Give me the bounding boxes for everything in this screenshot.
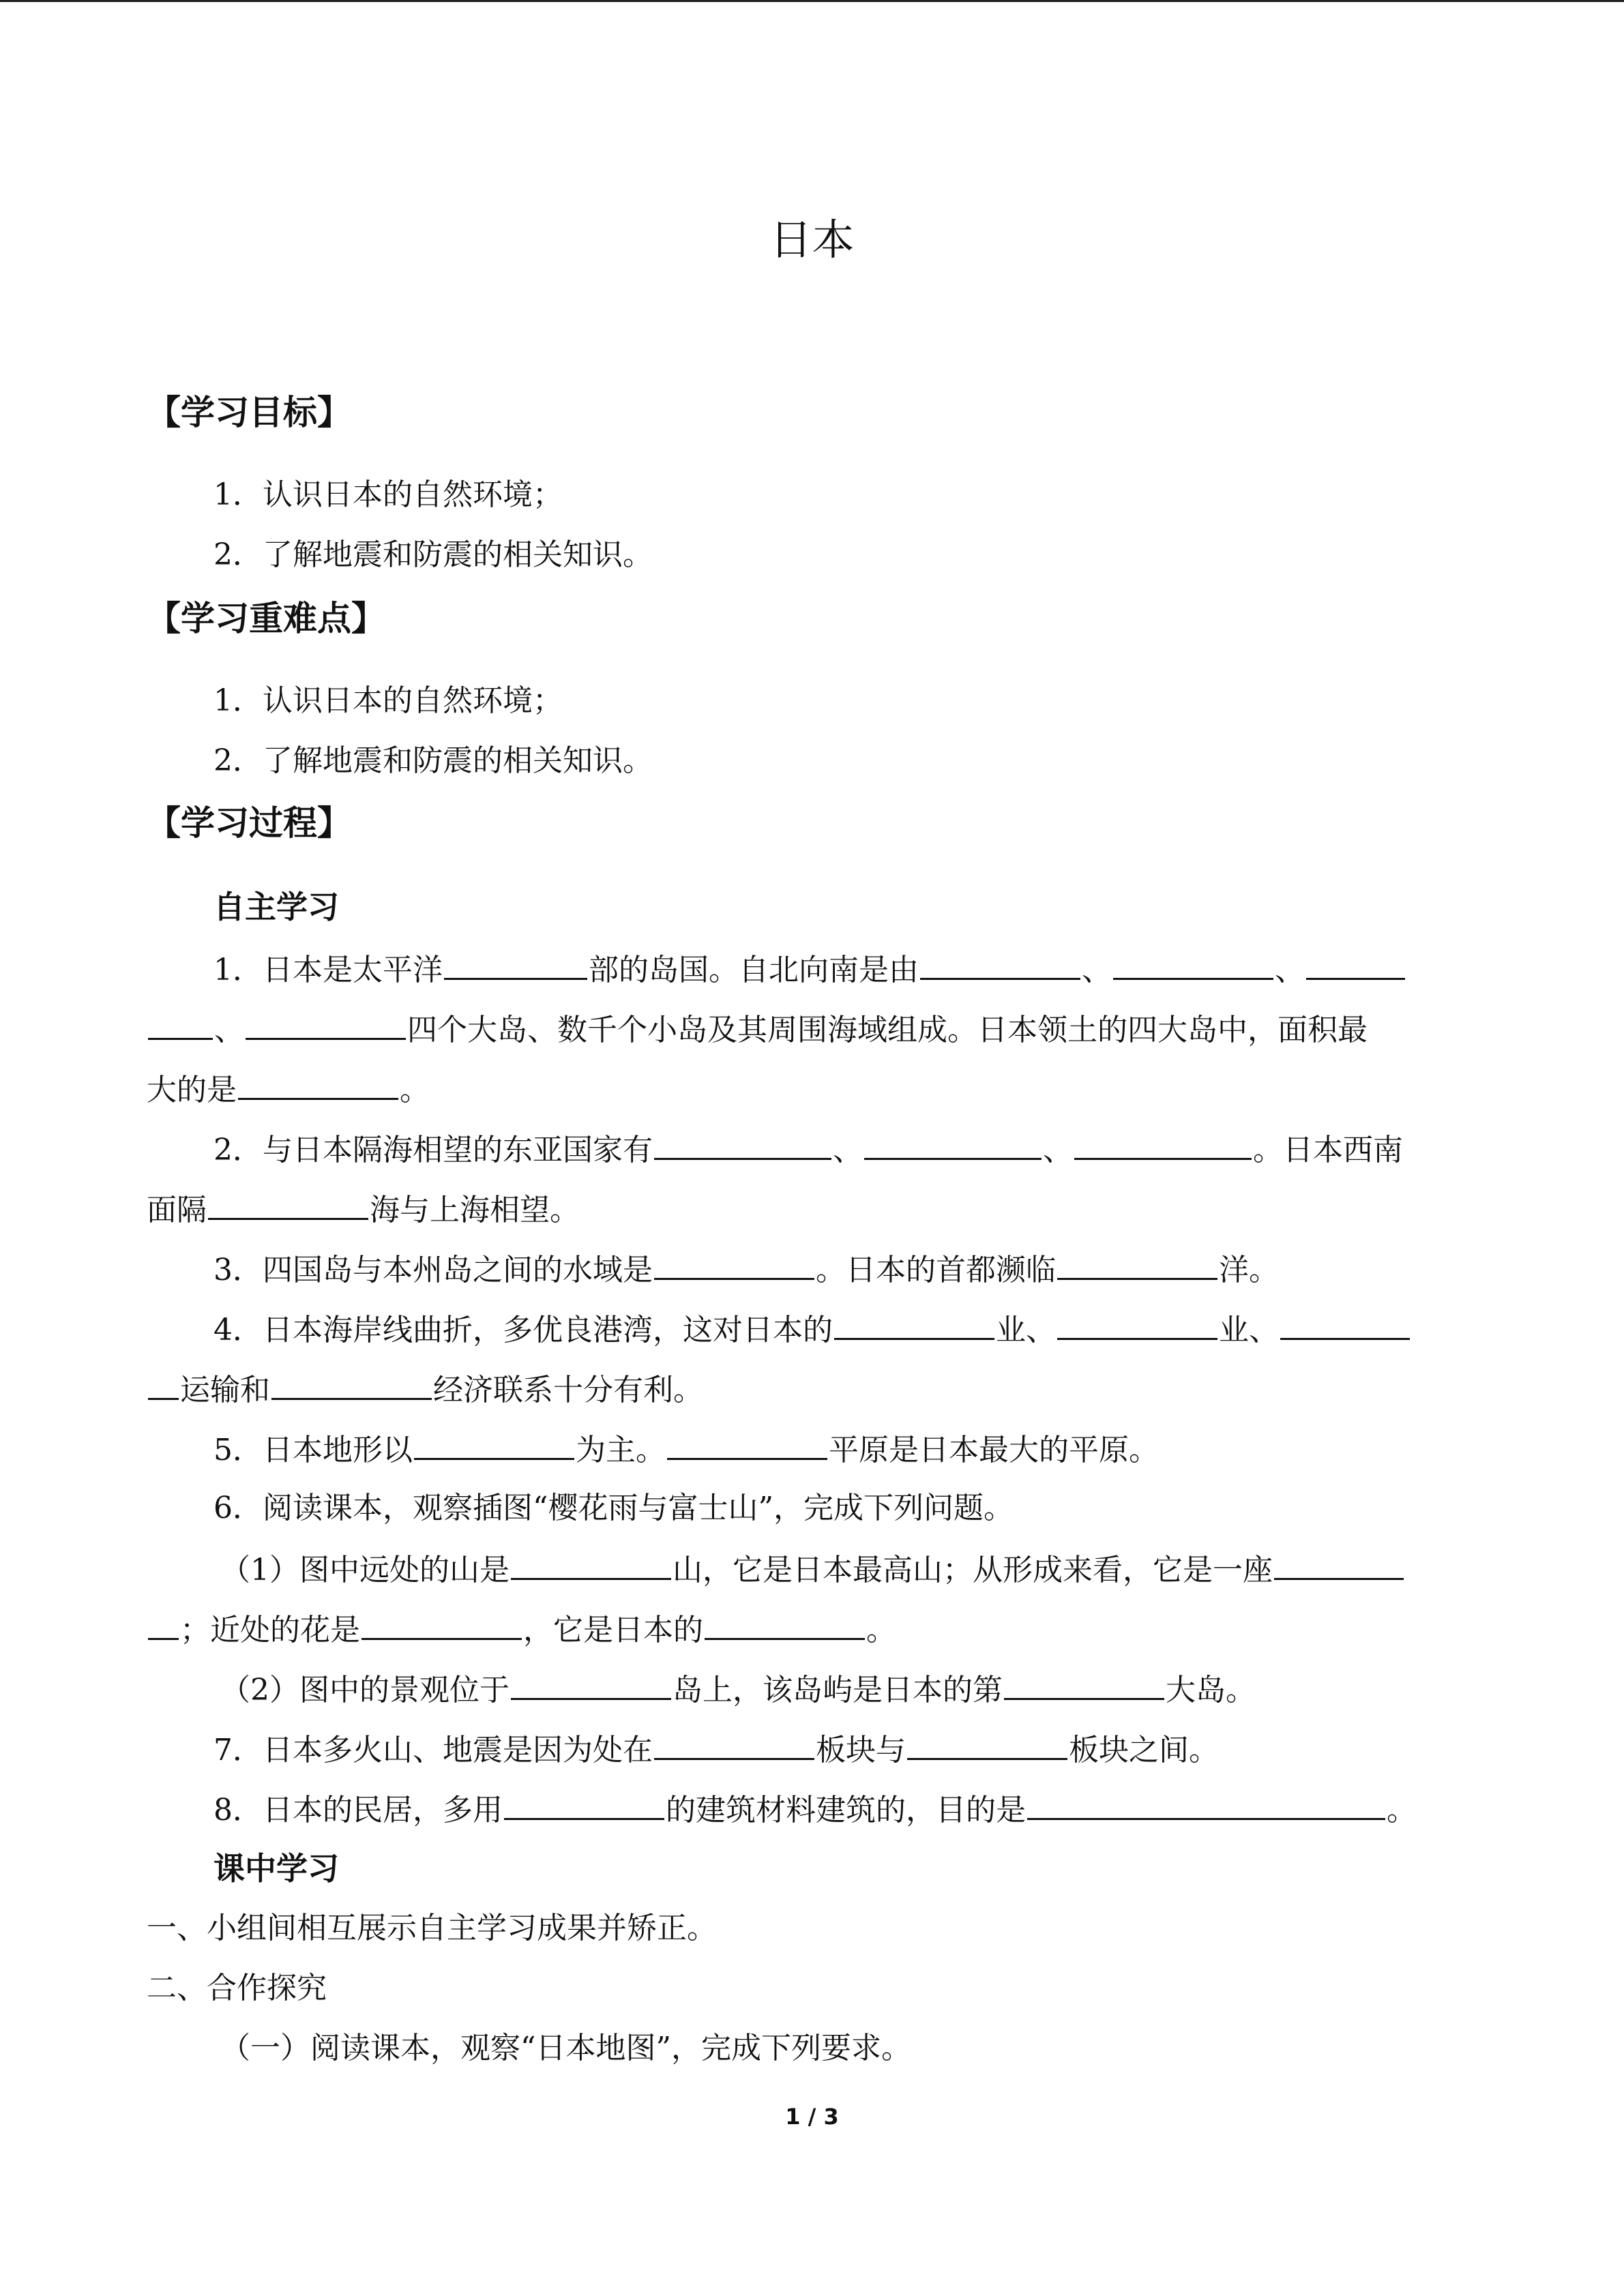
answer-blank[interactable] [361, 1608, 522, 1640]
question-1-line-2: 、 四个大岛、数千个小岛及其周围海域组成。日本领土的四大岛中，面积最 [147, 1008, 1473, 1051]
key-point-item: 1．认识日本的自然环境； [213, 683, 563, 718]
answer-blank[interactable] [920, 948, 1080, 980]
question-6-part-1-line-2: ；近处的花是 ，它是日本的 。 [147, 1608, 1473, 1651]
class-item-2: 二、合作探究 [147, 1971, 327, 2006]
answer-blank[interactable] [864, 1128, 1042, 1160]
subheading-self-study: 自主学习 [213, 889, 339, 925]
answer-blank[interactable] [511, 1668, 671, 1700]
answer-blank[interactable] [1074, 1128, 1252, 1160]
answer-blank[interactable] [148, 1608, 179, 1640]
question-7: 7．日本多火山、地震是因为处在 板块与 板块之间。 [213, 1728, 1473, 1771]
answer-blank[interactable] [907, 1728, 1067, 1760]
goal-item: 2．了解地震和防震的相关知识。 [213, 537, 653, 572]
question-4-line-1: 4．日本海岸线曲折，多优良港湾，这对日本的 业、 业、 [213, 1308, 1473, 1351]
question-1-line-3: 大的是 。 [147, 1068, 1473, 1111]
answer-blank[interactable] [1004, 1668, 1164, 1700]
question-4-line-2: 运输和 经济联系十分有利。 [147, 1368, 1473, 1411]
question-6-intro: 6．阅读课本，观察插图“樱花雨与富士山”，完成下列问题。 [213, 1491, 1014, 1525]
answer-blank[interactable] [1274, 1548, 1404, 1580]
question-1-line-1: 1．日本是太平洋 部的岛国。自北向南是由 、 、 [213, 948, 1473, 991]
key-point-item: 2．了解地震和防震的相关知识。 [213, 743, 653, 778]
heading-key-points: 【学习重难点】 [147, 599, 385, 638]
answer-blank[interactable] [654, 1128, 831, 1160]
answer-blank[interactable] [1057, 1248, 1217, 1280]
question-2-line-2: 面隔 海与上海相望。 [147, 1188, 1473, 1231]
question-8: 8．日本的民居，多用 的建筑材料建筑的，目的是 。 [213, 1788, 1473, 1831]
answer-blank[interactable] [238, 1068, 398, 1100]
class-subitem-1: （一）阅读课本，观察“日本地图”，完成下列要求。 [220, 2031, 911, 2066]
page-top-border [0, 0, 1624, 2]
answer-blank[interactable] [444, 948, 587, 980]
heading-learning-goals: 【学习目标】 [147, 393, 351, 432]
answer-blank[interactable] [1057, 1308, 1217, 1340]
question-6-part-2: （2）图中的景观位于 岛上，该岛屿是日本的第 大岛。 [220, 1668, 1473, 1711]
page-number: 1 / 3 [785, 2104, 839, 2130]
question-5: 5．日本地形以 为主。 平原是日本最大的平原。 [213, 1428, 1473, 1471]
answer-blank[interactable] [654, 1248, 814, 1280]
answer-blank[interactable] [271, 1368, 432, 1400]
answer-blank[interactable] [1113, 948, 1273, 980]
heading-learning-process: 【学习过程】 [147, 803, 351, 843]
answer-blank[interactable] [705, 1608, 865, 1640]
answer-blank[interactable] [654, 1728, 814, 1760]
question-2-line-1: 2．与日本隔海相望的东亚国家有 、 、 。日本西南 [213, 1128, 1473, 1171]
answer-blank[interactable] [511, 1548, 671, 1580]
answer-blank[interactable] [246, 1008, 406, 1040]
answer-blank[interactable] [834, 1308, 994, 1340]
subheading-class-study: 课中学习 [213, 1850, 339, 1887]
goal-item: 1．认识日本的自然环境； [213, 477, 563, 512]
answer-blank[interactable] [1306, 948, 1405, 980]
question-6-part-1-line-1: （1）图中远处的山是 山，它是日本最高山；从形成来看，它是一座 [220, 1548, 1473, 1591]
document-title: 日本 [769, 215, 855, 265]
answer-blank[interactable] [148, 1368, 179, 1400]
answer-blank[interactable] [148, 1008, 213, 1040]
answer-blank[interactable] [414, 1428, 574, 1460]
answer-blank[interactable] [504, 1788, 664, 1820]
answer-blank[interactable] [208, 1188, 368, 1220]
answer-blank[interactable] [1280, 1308, 1410, 1340]
question-3: 3．四国岛与本州岛之间的水域是 。日本的首都濒临 洋。 [213, 1248, 1473, 1291]
answer-blank[interactable] [667, 1428, 827, 1460]
answer-blank[interactable] [1027, 1788, 1385, 1820]
class-item-1: 一、小组间相互展示自主学习成果并矫正。 [147, 1911, 717, 1945]
